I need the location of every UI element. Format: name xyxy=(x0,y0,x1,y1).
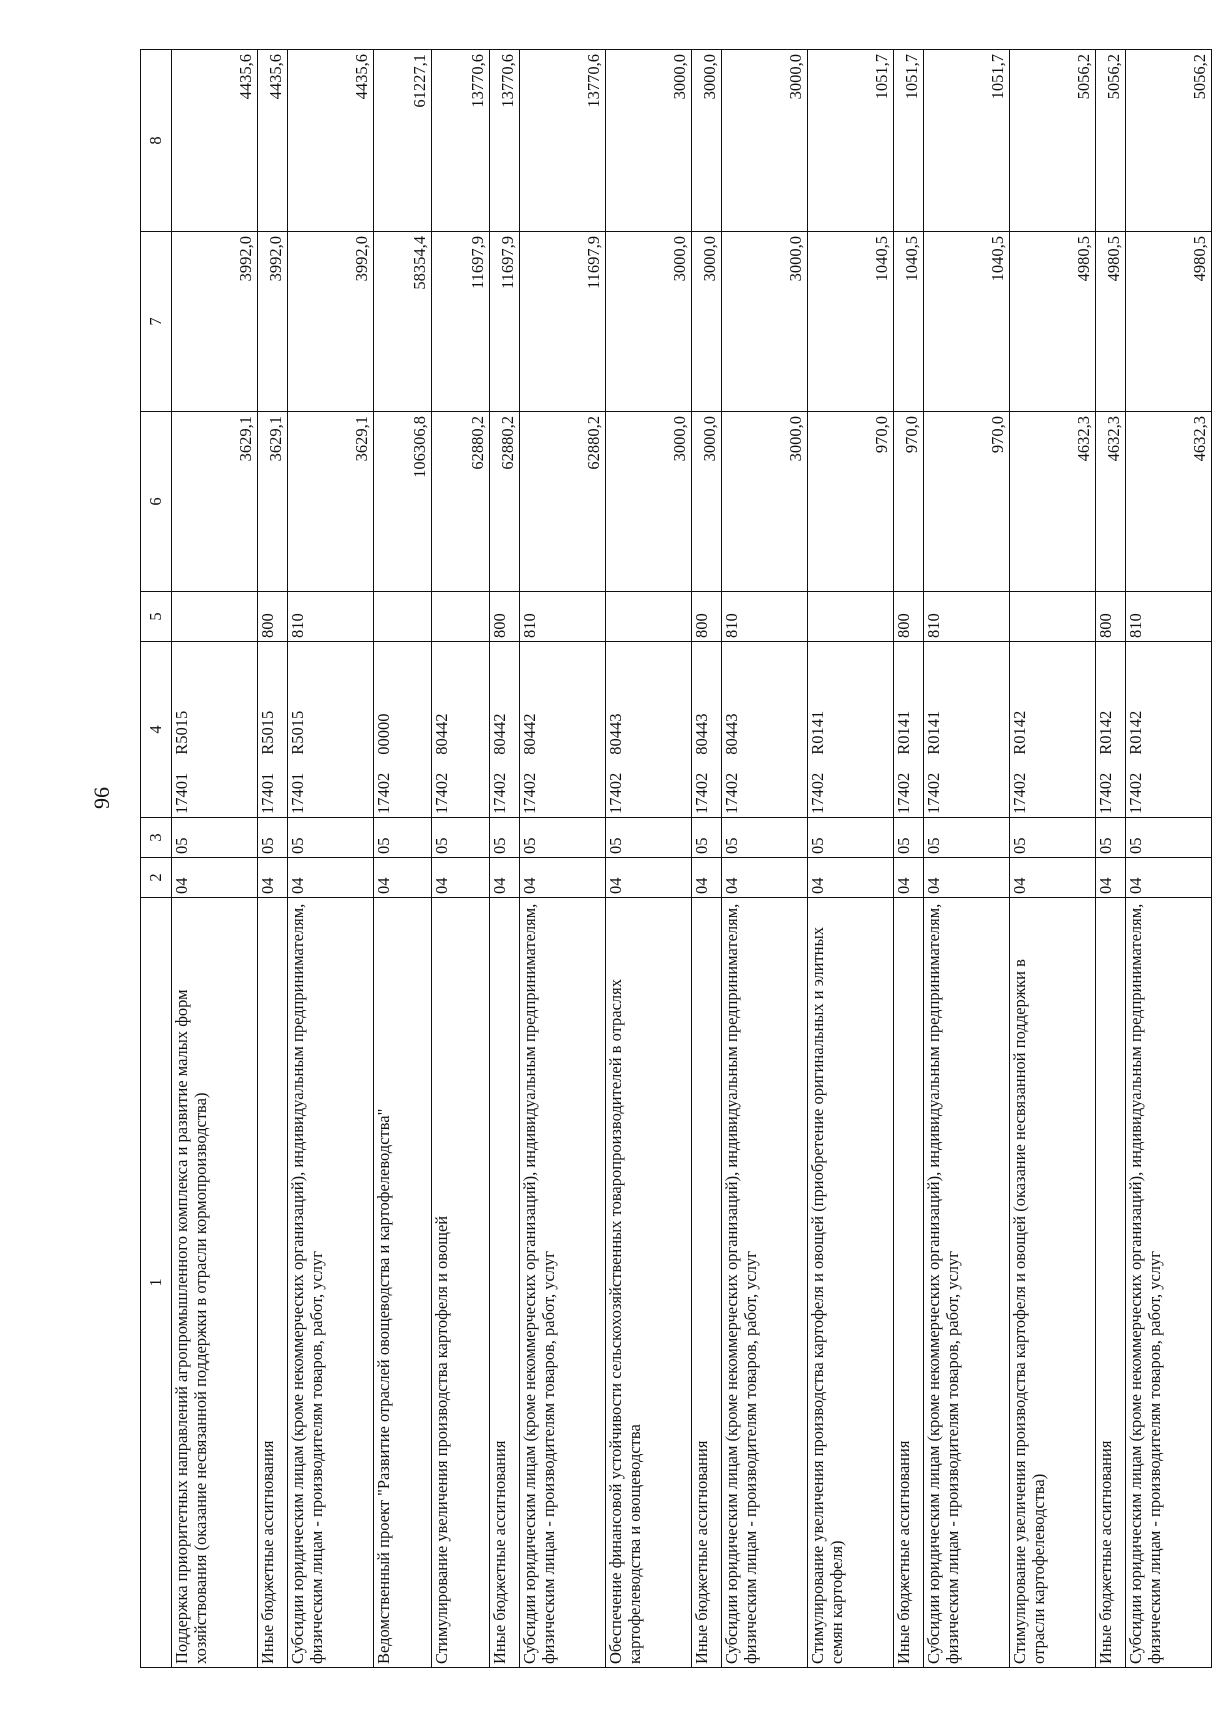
subsection-code-cell: 05 xyxy=(1096,818,1126,858)
row-name-cell: Иные бюджетные ассигнования xyxy=(1096,898,1126,1668)
target-article-part-1: 17402 xyxy=(722,772,741,814)
amount-cell-col6: 3000,0 xyxy=(722,412,808,592)
expense-type-cell: 800 xyxy=(692,592,722,642)
target-article-part-2: R0141 xyxy=(924,710,943,755)
target-article-part-2: R5015 xyxy=(258,710,277,755)
row-name-cell: Стимулирование увеличения производства картофеля и овощей xyxy=(432,898,490,1668)
subsection-code-cell: 05 xyxy=(722,818,808,858)
amount-cell-col6: 970,0 xyxy=(924,412,1010,592)
table-row xyxy=(1126,50,1212,1668)
target-article-part-1: 17402 xyxy=(808,772,827,814)
expense-type-cell: 810 xyxy=(722,592,808,642)
row-name-cell: Ведомственный проект "Развитие отраслей овощеводства и картофелеводства" xyxy=(374,898,432,1668)
amount-cell-col7: 1040,5 xyxy=(924,232,1010,412)
amount-cell-col6: 3629,1 xyxy=(172,412,258,592)
subsection-code-cell: 05 xyxy=(520,818,606,858)
header-cell: 6 xyxy=(141,412,172,592)
target-article-part-1: 17402 xyxy=(894,772,913,814)
section-code-cell: 04 xyxy=(258,858,288,898)
section-code-cell: 04 xyxy=(924,858,1010,898)
amount-cell-col7: 3000,0 xyxy=(606,232,692,412)
expense-type-cell: 800 xyxy=(1096,592,1126,642)
target-article-cell xyxy=(1126,642,1212,818)
section-code-cell: 04 xyxy=(172,858,258,898)
table-row xyxy=(606,50,692,1668)
expense-type-cell: 800 xyxy=(258,592,288,642)
target-article-part-2: R0141 xyxy=(894,710,913,755)
amount-cell-col6: 970,0 xyxy=(894,412,924,592)
section-code-cell: 04 xyxy=(606,858,692,898)
target-article-part-1: 17402 xyxy=(520,772,539,814)
row-name-cell: Иные бюджетные ассигнования xyxy=(894,898,924,1668)
amount-cell-col7: 3000,0 xyxy=(692,232,722,412)
table-row xyxy=(722,50,808,1668)
table-row xyxy=(894,50,924,1668)
amount-cell-col8: 3000,0 xyxy=(606,50,692,232)
row-name-cell: Иные бюджетные ассигнования xyxy=(258,898,288,1668)
section-code-cell: 04 xyxy=(1010,858,1096,898)
amount-cell-col7: 1040,5 xyxy=(894,232,924,412)
header-row xyxy=(141,50,172,1668)
target-article-part-1: 17402 xyxy=(692,772,711,814)
target-article-part-2: 80443 xyxy=(722,713,741,755)
header-cell: 7 xyxy=(141,232,172,412)
amount-cell-col8: 13770,6 xyxy=(520,50,606,232)
rotated-table-wrapper xyxy=(140,50,1210,1668)
table-body xyxy=(172,50,1212,1668)
expense-type-cell: 800 xyxy=(490,592,520,642)
table-row xyxy=(374,50,432,1668)
amount-cell-col6: 62880,2 xyxy=(432,412,490,592)
amount-cell-col7: 11697,9 xyxy=(520,232,606,412)
amount-cell-col8: 5056,2 xyxy=(1096,50,1126,232)
subsection-code-cell: 05 xyxy=(490,818,520,858)
amount-cell-col7: 3000,0 xyxy=(722,232,808,412)
budget-table xyxy=(140,49,1212,1668)
target-article-part-2: 80442 xyxy=(490,713,509,755)
header-cell: 8 xyxy=(141,50,172,232)
row-name-cell: Поддержка приоритетных направлений агропромышленного комплекса и развитие малых форм хозяйствования (оказание несвязанной поддержки в отрасли кормопроизводства) xyxy=(172,898,258,1668)
page-number: 96 xyxy=(89,787,114,809)
target-article-cell xyxy=(258,642,288,818)
expense-type-cell: 810 xyxy=(1126,592,1212,642)
target-article-cell xyxy=(172,642,258,818)
row-name-cell: Иные бюджетные ассигнования xyxy=(692,898,722,1668)
row-name-cell: Субсидии юридическим лицам (кроме некоммерческих организаций), индивидуальным предпринимателям, физическим лицам - производителям товаров, работ, услуг xyxy=(1126,898,1212,1668)
header-cell: 5 xyxy=(141,592,172,642)
expense-type-cell: 810 xyxy=(288,592,374,642)
amount-cell-col6: 62880,2 xyxy=(520,412,606,592)
table-row xyxy=(520,50,606,1668)
subsection-code-cell: 05 xyxy=(606,818,692,858)
expense-type-cell xyxy=(172,592,258,642)
amount-cell-col6: 3629,1 xyxy=(288,412,374,592)
expense-type-cell xyxy=(606,592,692,642)
target-article-cell xyxy=(432,642,490,818)
amount-cell-col8: 1051,7 xyxy=(924,50,1010,232)
target-article-part-1: 17401 xyxy=(258,772,277,814)
expense-type-cell xyxy=(1010,592,1096,642)
target-article-part-2: R5015 xyxy=(288,710,307,755)
amount-cell-col8: 1051,7 xyxy=(894,50,924,232)
amount-cell-col6: 4632,3 xyxy=(1126,412,1212,592)
subsection-code-cell: 05 xyxy=(924,818,1010,858)
row-name-cell: Обеспечение финансовой устойчивости сельскохозяйственных товаропроизводителей в отраслях картофелеводства и овощеводства xyxy=(606,898,692,1668)
expense-type-cell xyxy=(808,592,894,642)
target-article-cell xyxy=(692,642,722,818)
table-row xyxy=(808,50,894,1668)
amount-cell-col6: 3000,0 xyxy=(606,412,692,592)
subsection-code-cell: 05 xyxy=(258,818,288,858)
target-article-part-1: 17402 xyxy=(1010,772,1029,814)
table-row xyxy=(288,50,374,1668)
section-code-cell: 04 xyxy=(1096,858,1126,898)
subsection-code-cell: 05 xyxy=(374,818,432,858)
target-article-part-2: 80443 xyxy=(606,713,625,755)
subsection-code-cell: 05 xyxy=(1126,818,1212,858)
subsection-code-cell: 05 xyxy=(1010,818,1096,858)
subsection-code-cell: 05 xyxy=(432,818,490,858)
row-name-cell: Субсидии юридическим лицам (кроме некоммерческих организаций), индивидуальным предпринимателям, физическим лицам - производителям товаров, работ, услуг xyxy=(924,898,1010,1668)
amount-cell-col7: 4980,5 xyxy=(1010,232,1096,412)
row-name-cell: Субсидии юридическим лицам (кроме некоммерческих организаций), индивидуальным предпринимателям, физическим лицам - производителям товаров, работ, услуг xyxy=(288,898,374,1668)
header-cell: 2 xyxy=(141,858,172,898)
target-article-cell xyxy=(374,642,432,818)
target-article-part-2: R0141 xyxy=(808,710,827,755)
subsection-code-cell: 05 xyxy=(808,818,894,858)
row-name-cell: Субсидии юридическим лицам (кроме некоммерческих организаций), индивидуальным предпринимателям, физическим лицам - производителям товаров, работ, услуг xyxy=(722,898,808,1668)
target-article-cell xyxy=(808,642,894,818)
amount-cell-col6: 62880,2 xyxy=(490,412,520,592)
section-code-cell: 04 xyxy=(1126,858,1212,898)
section-code-cell: 04 xyxy=(490,858,520,898)
target-article-cell xyxy=(722,642,808,818)
row-name-cell: Стимулирование увеличения производства картофеля и овощей (оказание несвязанной поддержки в отрасли картофелеводства) xyxy=(1010,898,1096,1668)
amount-cell-col7: 11697,9 xyxy=(490,232,520,412)
row-name-cell: Субсидии юридическим лицам (кроме некоммерческих организаций), индивидуальным предпринимателям, физическим лицам - производителям товаров, работ, услуг xyxy=(520,898,606,1668)
target-article-part-1: 17402 xyxy=(374,772,393,814)
expense-type-cell: 810 xyxy=(924,592,1010,642)
amount-cell-col6: 106306,8 xyxy=(374,412,432,592)
amount-cell-col8: 4435,6 xyxy=(172,50,258,232)
amount-cell-col8: 13770,6 xyxy=(490,50,520,232)
target-article-part-1: 17402 xyxy=(924,772,943,814)
amount-cell-col7: 58354,4 xyxy=(374,232,432,412)
amount-cell-col7: 3992,0 xyxy=(172,232,258,412)
amount-cell-col7: 4980,5 xyxy=(1126,232,1212,412)
table-row xyxy=(432,50,490,1668)
row-name-cell: Стимулирование увеличения производства картофеля и овощей (приобретение оригинальных и элитных семян картофеля) xyxy=(808,898,894,1668)
target-article-part-2: R5015 xyxy=(172,710,191,755)
target-article-part-2: R0142 xyxy=(1096,710,1115,755)
section-code-cell: 04 xyxy=(520,858,606,898)
section-code-cell: 04 xyxy=(808,858,894,898)
table-row xyxy=(1096,50,1126,1668)
target-article-part-2: 80442 xyxy=(432,713,451,755)
row-name-cell: Иные бюджетные ассигнования xyxy=(490,898,520,1668)
expense-type-cell: 800 xyxy=(894,592,924,642)
expense-type-cell xyxy=(374,592,432,642)
subsection-code-cell: 05 xyxy=(288,818,374,858)
target-article-cell xyxy=(520,642,606,818)
target-article-part-2: 80442 xyxy=(520,713,539,755)
target-article-cell xyxy=(894,642,924,818)
target-article-part-2: 00000 xyxy=(374,713,393,755)
target-article-part-2: 80443 xyxy=(692,713,711,755)
amount-cell-col8: 1051,7 xyxy=(808,50,894,232)
header-cell: 1 xyxy=(141,898,172,1668)
target-article-cell xyxy=(490,642,520,818)
target-article-part-1: 17402 xyxy=(490,772,509,814)
amount-cell-col7: 11697,9 xyxy=(432,232,490,412)
target-article-cell xyxy=(288,642,374,818)
table-row xyxy=(258,50,288,1668)
section-code-cell: 04 xyxy=(722,858,808,898)
expense-type-cell: 810 xyxy=(520,592,606,642)
subsection-code-cell: 05 xyxy=(894,818,924,858)
section-code-cell: 04 xyxy=(432,858,490,898)
amount-cell-col6: 3000,0 xyxy=(692,412,722,592)
target-article-part-1: 17401 xyxy=(172,772,191,814)
table-row xyxy=(924,50,1010,1668)
header-cell: 3 xyxy=(141,818,172,858)
target-article-cell xyxy=(1010,642,1096,818)
amount-cell-col6: 4632,3 xyxy=(1096,412,1126,592)
amount-cell-col8: 4435,6 xyxy=(258,50,288,232)
table-row xyxy=(692,50,722,1668)
section-code-cell: 04 xyxy=(288,858,374,898)
target-article-part-1: 17402 xyxy=(1126,772,1145,814)
amount-cell-col6: 4632,3 xyxy=(1010,412,1096,592)
amount-cell-col6: 970,0 xyxy=(808,412,894,592)
section-code-cell: 04 xyxy=(374,858,432,898)
amount-cell-col8: 3000,0 xyxy=(692,50,722,232)
target-article-cell xyxy=(924,642,1010,818)
amount-cell-col6: 3629,1 xyxy=(258,412,288,592)
amount-cell-col8: 13770,6 xyxy=(432,50,490,232)
target-article-part-2: R0142 xyxy=(1010,710,1029,755)
target-article-part-1: 17402 xyxy=(432,772,451,814)
amount-cell-col7: 3992,0 xyxy=(288,232,374,412)
expense-type-cell xyxy=(432,592,490,642)
amount-cell-col7: 4980,5 xyxy=(1096,232,1126,412)
amount-cell-col8: 5056,2 xyxy=(1010,50,1096,232)
header-cell: 4 xyxy=(141,642,172,818)
table-row xyxy=(172,50,258,1668)
subsection-code-cell: 05 xyxy=(692,818,722,858)
target-article-part-2: R0142 xyxy=(1126,710,1145,755)
target-article-cell xyxy=(606,642,692,818)
table-row xyxy=(490,50,520,1668)
target-article-part-1: 17401 xyxy=(288,772,307,814)
subsection-code-cell: 05 xyxy=(172,818,258,858)
amount-cell-col7: 1040,5 xyxy=(808,232,894,412)
amount-cell-col8: 4435,6 xyxy=(288,50,374,232)
section-code-cell: 04 xyxy=(894,858,924,898)
amount-cell-col8: 3000,0 xyxy=(722,50,808,232)
target-article-cell xyxy=(1096,642,1126,818)
amount-cell-col8: 61227,1 xyxy=(374,50,432,232)
amount-cell-col7: 3992,0 xyxy=(258,232,288,412)
section-code-cell: 04 xyxy=(692,858,722,898)
amount-cell-col8: 5056,2 xyxy=(1126,50,1212,232)
target-article-part-1: 17402 xyxy=(1096,772,1115,814)
table-row xyxy=(1010,50,1096,1668)
target-article-part-1: 17402 xyxy=(606,772,625,814)
